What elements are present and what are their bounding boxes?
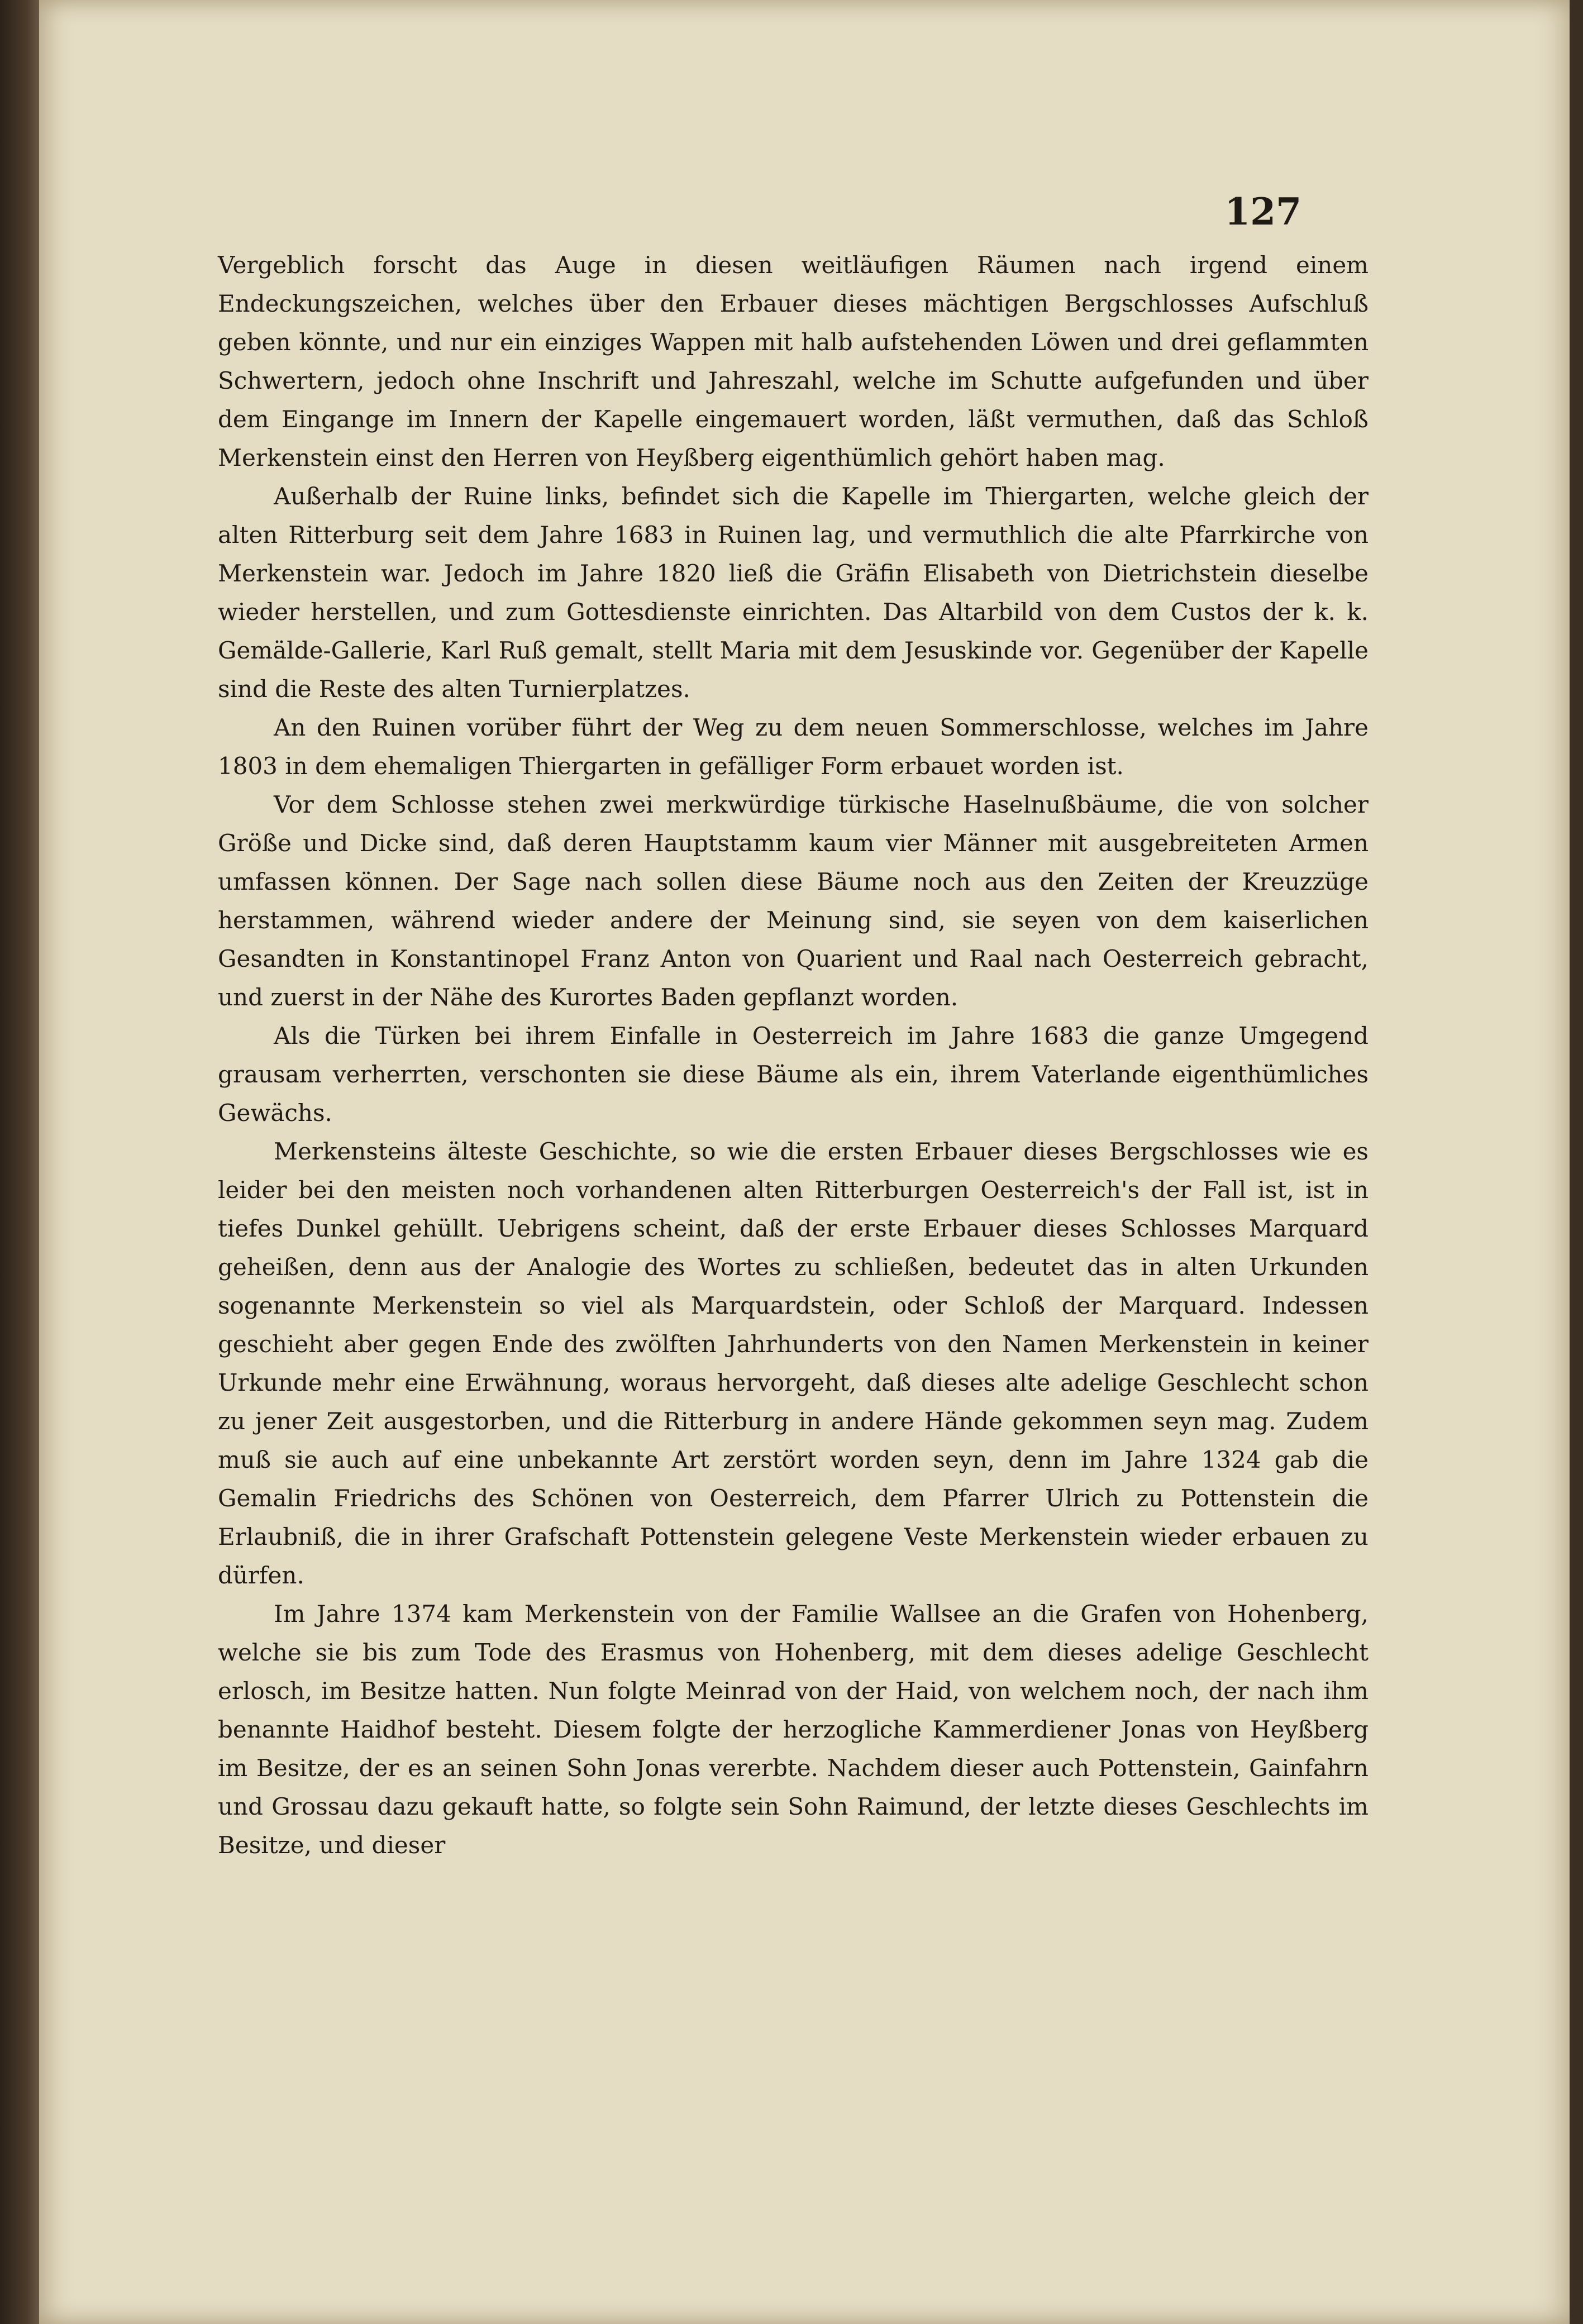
page-number: 127: [1224, 190, 1301, 233]
paragraph: Außerhalb der Ruine links, befindet sich die Kapelle im Thiergarten, welche gleich der alten Ritterburg seit dem Jahre 1683 in Ruinen lag, und vermuthlich die alte Pfarrkirche von Merkenstein war. Jedoch im Jahre 1820 ließ die Gräfin Elisabeth von Dietrichstein dieselbe wieder herstellen, und zum Gottesdienste einrichten. Das Altarbild von dem Custos der k. k. Gemälde-Gallerie, Karl Ruß gemalt, stellt Maria mit dem Jesuskinde vor. Gegenüber der Kapelle sind die Reste des alten Turnierplatzes.: [218, 483, 1369, 703]
paragraph: Vergeblich forscht das Auge in diesen weitläufigen Räumen nach irgend einem Endeckungszeichen, welches über den Erbauer dieses mächtigen Bergschlosses Aufschluß geben könnte, und nur ein einziges Wappen mit halb aufstehenden Löwen und drei geflammten Schwertern, jedoch ohne Inschrift und Jahreszahl, welche im Schutte aufgefunden und über dem Eingange im Innern der Kapelle eingemauert worden, läßt vermuthen, daß das Schloß Merkenstein einst den Herren von Heyßberg eigenthümlich gehört haben mag.: [218, 251, 1369, 471]
book-page: [39, 0, 1570, 2324]
paragraph: Im Jahre 1374 kam Merkenstein von der Familie Wallsee an die Grafen von Hohenberg, welche sie bis zum Tode des Erasmus von Hohenberg, mit dem dieses adelige Geschlecht erlosch, im Besitze hatten. Nun folgte Meinrad von der Haid, von welchem noch, der nach ihm benannte Haidhof besteht. Diesem folgte der herzogliche Kammerdiener Jonas von Heyßberg im Besitze, der es an seinen Sohn Jonas vererbte. Nachdem dieser auch Pottenstein, Gainfahrn und Grossau dazu gekauft hatte, so folgte sein Sohn Raimund, der letzte dieses Geschlechts im Besitze, und dieser: [218, 1600, 1369, 1859]
paragraph: An den Ruinen vorüber führt der Weg zu dem neuen Sommerschlosse, welches im Jahre 1803 in dem ehemaligen Thiergarten in gefälliger Form erbauet worden ist.: [218, 714, 1369, 780]
body-text: [218, 246, 1369, 1864]
paragraph: Als die Türken bei ihrem Einfalle in Oesterreich im Jahre 1683 die ganze Umgegend grausam verherrten, verschonten sie diese Bäume als ein, ihrem Vaterlande eigenthümliches Gewächs.: [218, 1022, 1369, 1127]
paragraph: Merkensteins älteste Geschichte, so wie die ersten Erbauer dieses Bergschlosses wie es leider bei den meisten noch vorhandenen alten Ritterburgen Oesterreich's der Fall ist, ist in tiefes Dunkel gehüllt. Uebrigens scheint, daß der erste Erbauer dieses Schlosses Marquard geheißen, denn aus der Analogie des Wortes zu schließen, bedeutet das in alten Urkunden sogenannte Merkenstein so viel als Marquardstein, oder Schloß der Marquard. Indessen geschieht aber gegen Ende des zwölften Jahrhunderts von den Namen Merkenstein in keiner Urkunde mehr eine Erwähnung, woraus hervorgeht, daß dieses alte adelige Geschlecht schon zu jener Zeit ausgestorben, und die Ritterburg in andere Hände gekommen seyn mag. Zudem muß sie auch auf eine unbekannte Art zerstört worden seyn, denn im Jahre 1324 gab die Gemalin Friedrichs des Schönen von Oesterreich, dem Pfarrer Ulrich zu Pottenstein die Erlaubniß, die in ihrer Grafschaft Pottenstein gelegene Veste Merkenstein wieder erbauen zu dürfen.: [218, 1138, 1369, 1589]
paragraph: Vor dem Schlosse stehen zwei merkwürdige türkische Haselnußbäume, die von solcher Größe und Dicke sind, daß deren Hauptstamm kaum vier Männer mit ausgebreiteten Armen umfassen können. Der Sage nach sollen diese Bäume noch aus den Zeiten der Kreuzzüge herstammen, während wieder andere der Meinung sind, sie seyen von dem kaiserlichen Gesandten in Konstantinopel Franz Anton von Quarient und Raal nach Oesterreich gebracht, und zuerst in der Nähe des Kurortes Baden gepflanzt worden.: [218, 791, 1369, 1011]
